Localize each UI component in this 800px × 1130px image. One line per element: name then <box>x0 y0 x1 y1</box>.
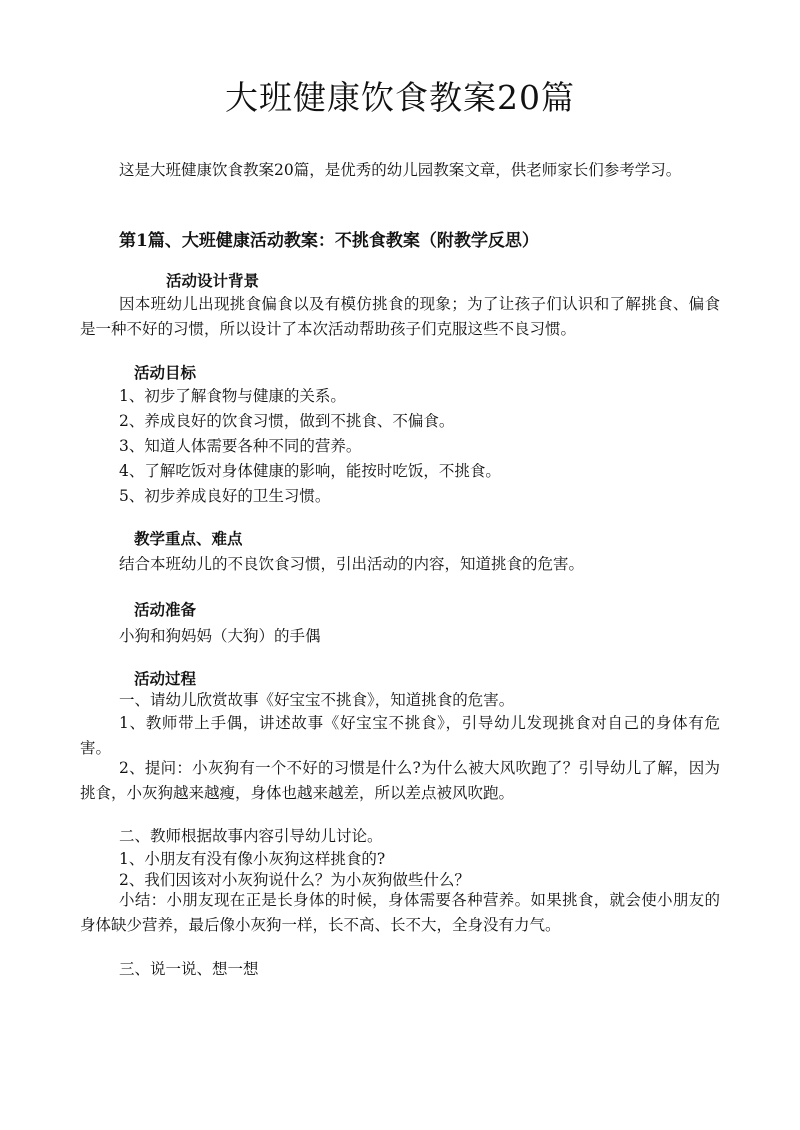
process-heading: 活动过程 <box>134 669 197 688</box>
process-step-1: 一、请幼儿欣赏故事《好宝宝不挑食》，知道挑食的危害。 <box>119 691 515 709</box>
goal-item: 3、知道人体需要各种不同的营养。 <box>119 437 362 455</box>
goals-heading: 活动目标 <box>134 363 197 382</box>
background-paragraph: 因本班幼儿出现挑食偏食以及有模仿挑食的现象；为了让孩子们认识和了解挑食、偏食是一种不好的习惯，所以设计了本次活动帮助孩子们克服这些不良习惯。 <box>80 295 720 338</box>
process-step-1-2: 2、提问：小灰狗有一个不好的习惯是什么?为什么被大风吹跑了？引导幼儿了解，因为挑食，小灰狗越来越瘦，身体也越来越差，所以差点被风吹跑。 <box>80 759 720 802</box>
preparation-heading: 活动准备 <box>134 600 197 619</box>
goal-item: 4、了解吃饭对身体健康的影响，能按时吃饭，不挑食。 <box>119 462 501 480</box>
background-heading: 活动设计背景 <box>166 271 260 290</box>
intro-paragraph: 这是大班健康饮食教案20篇，是优秀的幼儿园教案文章，供老师家长们参考学习。 <box>119 161 682 179</box>
process-step-2-2: 2、我们因该对小灰狗说什么？为小灰狗做些什么？ <box>119 871 470 889</box>
goal-item: 5、初步养成良好的卫生习惯。 <box>119 487 331 505</box>
process-step-2-1: 1、小朋友有没有像小灰狗这样挑食的? <box>119 850 386 868</box>
process-summary: 小结：小朋友现在正是长身体的时候，身体需要各种营养。如果挑食，就会使小朋友的身体缺少营养，最后像小灰狗一样，长不高、长不大，全身没有力气。 <box>80 891 720 934</box>
goal-item: 2、养成良好的饮食习惯，做到不挑食、不偏食。 <box>119 412 455 430</box>
article-title: 第1篇、大班健康活动教案：不挑食教案（附教学反思） <box>119 231 539 251</box>
process-step-1-1: 1、教师带上手偶，讲述故事《好宝宝不挑食》，引导幼儿发现挑食对自己的身体有危害。 <box>80 714 720 757</box>
key-points-heading: 教学重点、难点 <box>134 529 243 548</box>
goal-item: 1、初步了解食物与健康的关系。 <box>119 387 346 405</box>
document-title: 大班健康饮食教案20篇 <box>225 78 575 117</box>
process-step-3: 三、说一说、想一想 <box>119 960 259 978</box>
key-points-text: 结合本班幼儿的不良饮食习惯，引出活动的内容，知道挑食的危害。 <box>119 555 585 573</box>
preparation-text: 小狗和狗妈妈（大狗）的手偶 <box>119 627 321 645</box>
process-step-2: 二、教师根据故事内容引导幼儿讨论。 <box>119 827 383 845</box>
